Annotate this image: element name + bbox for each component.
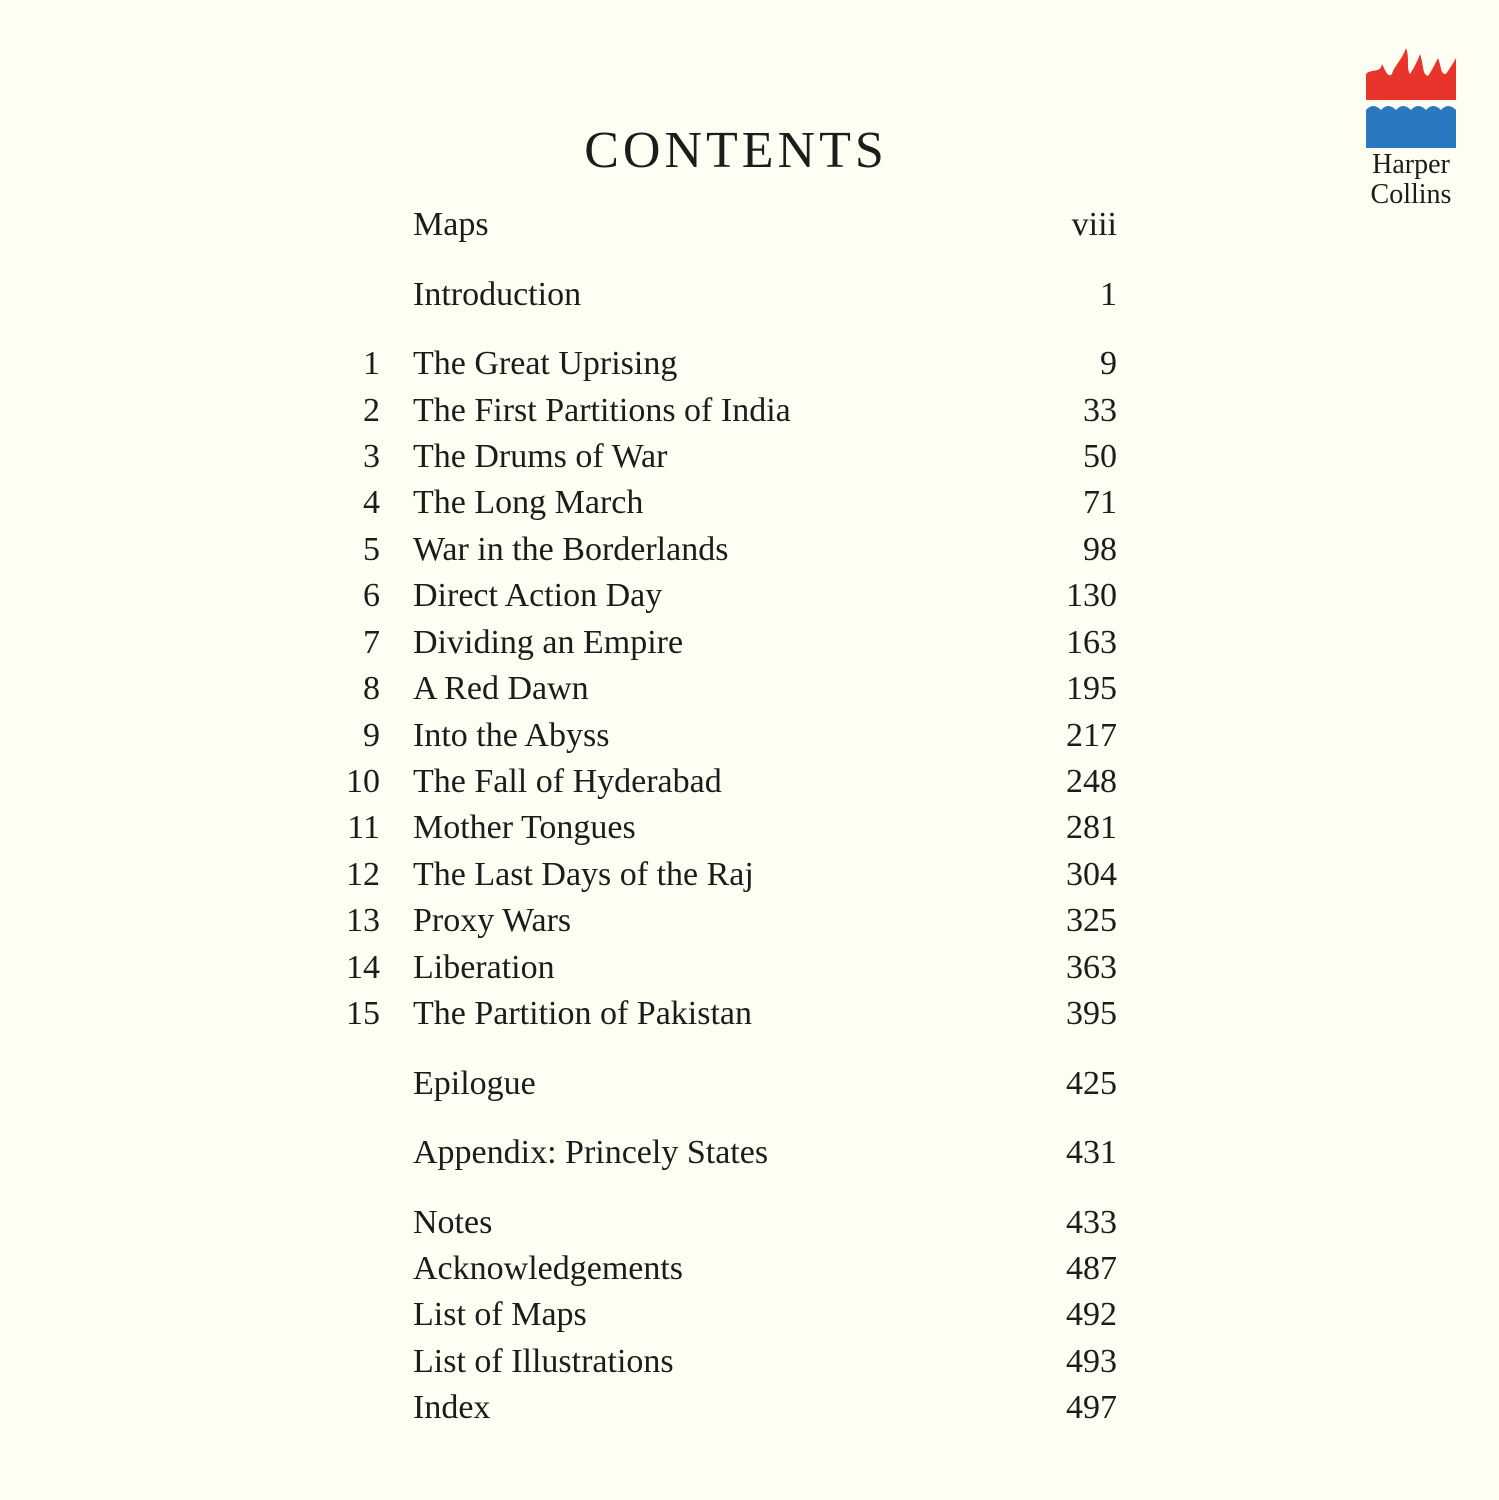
publisher-name: Harper Collins: [1370, 149, 1452, 210]
toc-entry-notes[interactable]: Notes 433: [413, 1204, 1117, 1241]
toc-chapter-11[interactable]: 11 Mother Tongues 281: [347, 809, 1117, 846]
toc-entry-list-of-maps[interactable]: List of Maps 492: [413, 1296, 1117, 1333]
page-title: CONTENTS: [584, 121, 888, 179]
toc-chapter-2[interactable]: 2 The First Partitions of India 33: [363, 392, 1117, 429]
toc-chapter-14[interactable]: 14 Liberation 363: [346, 949, 1117, 986]
toc-chapter-15[interactable]: 15 The Partition of Pakistan 395: [346, 995, 1117, 1032]
flame-and-water-icon: [1366, 44, 1456, 148]
toc-chapter-5[interactable]: 5 War in the Borderlands 98: [363, 531, 1117, 568]
toc-chapter-8[interactable]: 8 A Red Dawn 195: [363, 670, 1117, 707]
toc-entry-index[interactable]: Index 497: [413, 1389, 1117, 1426]
toc-chapter-3[interactable]: 3 The Drums of War 50: [363, 438, 1117, 475]
toc-chapter-9[interactable]: 9 Into the Abyss 217: [363, 717, 1117, 754]
toc-entry-introduction[interactable]: Introduction 1: [413, 276, 1117, 313]
toc-entry-epilogue[interactable]: Epilogue 425: [413, 1065, 1117, 1102]
toc-entry-acknowledgements[interactable]: Acknowledgements 487: [413, 1250, 1117, 1287]
toc-entry-list-of-illustrations[interactable]: List of Illustrations 493: [413, 1343, 1117, 1380]
toc-chapter-7[interactable]: 7 Dividing an Empire 163: [363, 624, 1117, 661]
toc-chapter-6[interactable]: 6 Direct Action Day 130: [363, 577, 1117, 614]
toc-chapter-1[interactable]: 1 The Great Uprising 9: [363, 345, 1117, 382]
toc-chapter-13[interactable]: 13 Proxy Wars 325: [346, 902, 1117, 939]
toc-chapter-12[interactable]: 12 The Last Days of the Raj 304: [346, 856, 1117, 893]
toc-entry-maps[interactable]: Maps viii: [413, 206, 1117, 243]
publisher-logo: [1366, 44, 1456, 210]
toc-entry-appendix[interactable]: Appendix: Princely States 431: [413, 1134, 1117, 1171]
toc-chapter-4[interactable]: 4 The Long March 71: [363, 484, 1117, 521]
toc-chapter-10[interactable]: 10 The Fall of Hyderabad 248: [346, 763, 1117, 800]
